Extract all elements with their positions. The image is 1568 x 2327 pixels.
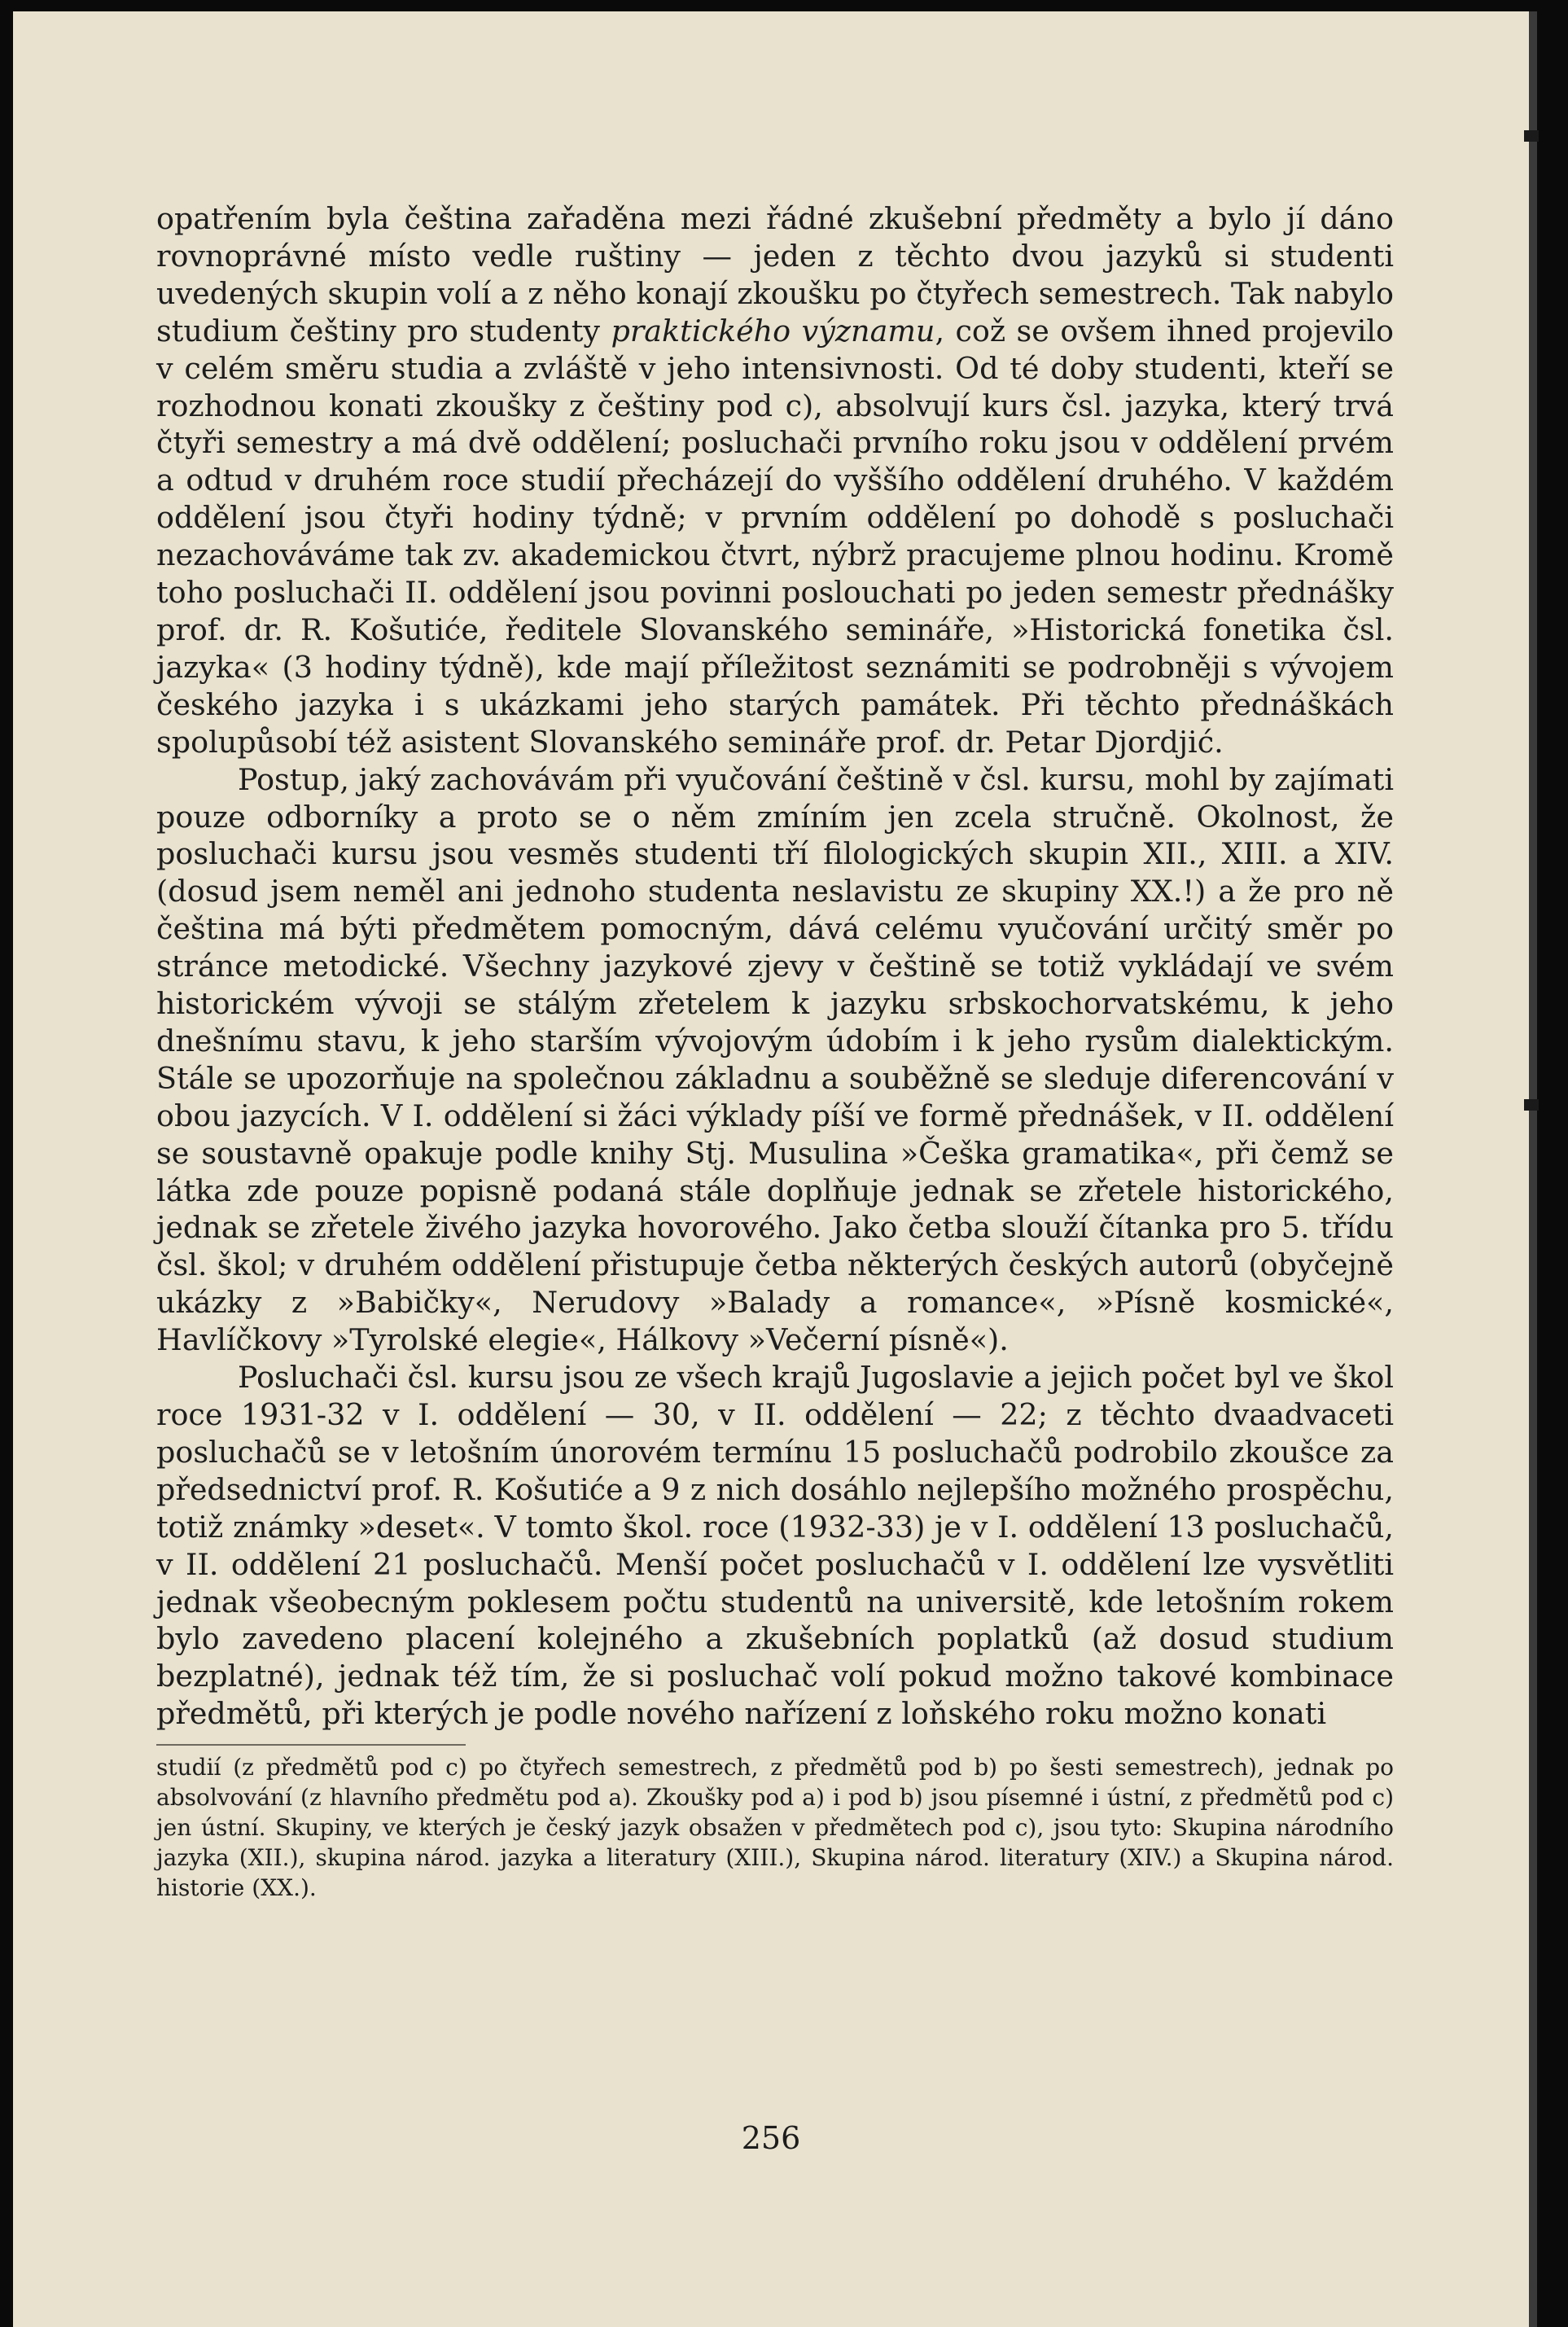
paragraph-1-part-a: opatřením byla čeština zařaděna mezi řádné zkušební předměty a bylo jí dáno rovnoprávné místo vedle ruštiny — jeden z těchto dvou jazyků si studenti uvedených skupin volí a z něho konají zkoušku po čtyřech semestrech. Tak nabylo studium češtiny pro studenty [156,201,1394,348]
book-page [13,11,1529,2327]
spine-mark [1524,130,1539,142]
page-content [156,200,1394,1903]
paragraph-3: Posluchači čsl. kursu jsou ze všech krajů Jugoslavie a jejich počet byl ve škol roce 1931-32 v I. oddělení — 30, v II. oddělení — 22; z těchto dvaadvaceti posluchačů se v letošním únorovém termínu 15 posluchačů podrobilo zkoušce za předsednictví prof. R. Košutiće a 9 z nich dosáhlo nejlepšího možného prospěchu, totiž známky »deset«. V tomto škol. roce (1932-33) je v I. oddělení 13 posluchačů, v II. oddělení 21 posluchačů. Menší počet posluchačů v I. oddělení lze vysvětliti jednak všeobecným poklesem počtu studentů na universitě, kde letošním rokem bylo zavedeno placení kolejného a zkušebních poplatků (až dosud studium bezplatné), jednak též tím, že si posluchač volí pokud možno takové kombinace předmětů, při kterých je podle nového nařízení z loňského roku možno konati [156,1360,1394,1732]
book-spine-edge [1529,11,1537,2327]
footnote-divider [156,1744,466,1746]
paragraph-1 [156,200,1394,761]
footnote-text: studií (z předmětů pod c) po čtyřech semestrech, z předmětů pod b) po šesti semestrech), jednak po absolvování (z hlavního předmětu pod a). Zkoušky pod a) i pod b) jsou písemné i ústní, z předmětů pod c) jen ústní. Skupiny, ve kterých je český jazyk obsažen v předmětech pod c), jsou tyto: Skupina národního jazyka (XII.), skupina národ. jazyka a literatury (XIII.), Skupina národ. literatury (XIV.) a Skupina národ. historie (XX.). [156,1754,1394,1902]
paragraph-2: Postup, jaký zachovávám při vyučování češtině v čsl. kursu, mohl by zajímati pouze odborníky a proto se o něm zmíním jen zcela stručně. Okolnost, že posluchači kursu jsou vesměs studenti tří filologických skupin XII., XIII. a XIV. (dosud jsem neměl ani jednoho studenta neslavistu ze skupiny XX.!) a že pro ně čeština má býti předmětem pomocným, dává celému vyučování určitý směr po stránce metodické. Všechny jazykové zjevy v češtině se totiž vykládají ve svém historickém vývoji se stálým zřetelem k jazyku srbskochorvatskému, k jeho dnešnímu stavu, k jeho starším vývojovým údobím i k jeho rysům dialektickým. Stále se upozorňuje na společnou základnu a souběžně se sleduje diferencování v obou jazycích. V I. oddělení si žáci výklady píší ve formě přednášek, v II. oddělení se soustavně opakuje podle knihy Stj. Musulina »Češka gramatika«, při čemž se látka zde pouze popisně podaná stále doplňuje jednak se zřetele historického, jednak se zřetele živého jazyka hovorového. Jako četba slouží čítanka pro 5. třídu čsl. škol; v druhém oddělení přistupuje četba některých českých autorů (obyčejně ukázky z »Babičky«, Nerudovy »Balady a romance«, »Písně kosmické«, Havlíčkovy »Tyrolské elegie«, Hálkovy »Večerní písně«). [156,761,1394,1358]
body-text [156,200,1394,1733]
paragraph-1-part-b: , což se ovšem ihned projevilo v celém směru studia a zvláště v jeho intensivnosti. Od té doby studenti, kteří se rozhodnou konati zkoušky z češtiny pod c), absolvují kurs čsl. jazyka, který trvá čtyři semestry a má dvě oddělení; posluchači prvního roku jsou v oddělení prvém a odtud v druhém roce studií přecházejí do vyššího oddělení druhého. V každém oddělení jsou čtyři hodiny týdně; v prvním oddělení po dohodě s posluchači nezachováváme tak zv. akademickou čtvrt, nýbrž pracujeme plnou hodinu. Kromě toho posluchači II. oddělení jsou povinni poslouchati po jeden semestr přednášky prof. dr. R. Košutiće, ředitele Slovanského semináře, »Historická fonetika čsl. jazyka« (3 hodiny týdně), kde mají příležitost seznámiti se podrobněji s vývojem českého jazyka i s ukázkami jeho starých památek. Při těchto přednáškách spolupůsobí též asistent Slovanského semináře prof. dr. Petar Djordjić. [156,313,1395,760]
footnote [156,1752,1394,1903]
page-number: 256 [741,2120,801,2156]
paragraph-1-emphasis: praktického významu [611,313,935,348]
spine-mark [1524,1099,1539,1111]
